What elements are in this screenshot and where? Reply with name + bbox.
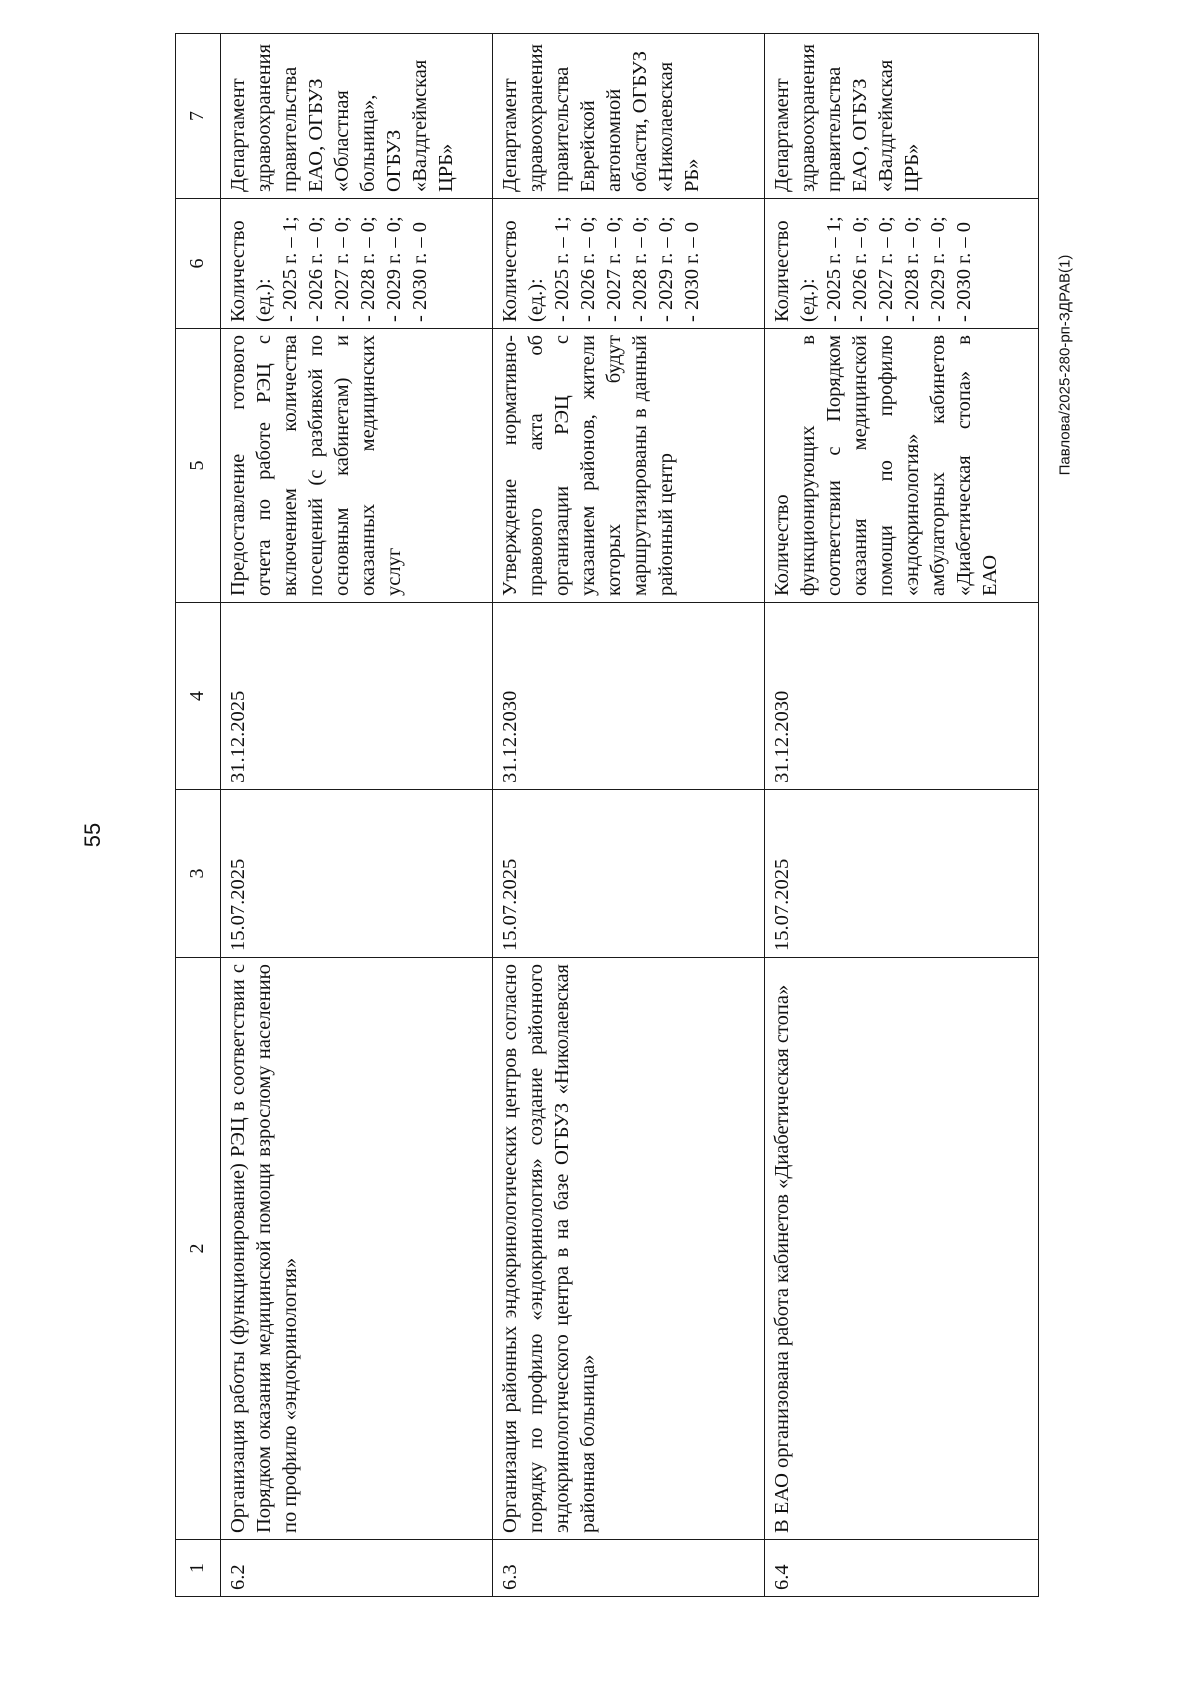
responsible-cell: Департамент здравоохранения правительства Еврейской автономной области, ОГБУЗ «Николаевская РБ» xyxy=(493,34,765,199)
responsible-cell: Департамент здравоохранения правительства ЕАО, ОГБУЗ «Областная больница», ОГБУЗ «Валдгеймская ЦРБ» xyxy=(221,34,493,199)
indicator-line: - 2027 г. – 0; xyxy=(875,216,898,322)
indicator-line: - 2027 г. – 0; xyxy=(331,216,354,322)
indicator-line: - 2030 г. – 0 xyxy=(681,221,704,322)
indicator-line: - 2028 г. – 0; xyxy=(629,216,652,322)
indicator-cell xyxy=(765,199,1039,329)
indicator-line: - 2030 г. – 0 xyxy=(409,221,432,322)
indicator-line: - 2029 г. – 0; xyxy=(927,216,950,322)
activity-cell: Организация работы (функционирование) РЭЦ в соответствии с Порядком оказания медицинской помощи взрослому населению по профилю «эндокринология» xyxy=(221,958,493,1540)
row-number: 6.3 xyxy=(493,1540,765,1597)
activity-cell: Организация районных эндокринологических центров согласно порядку по профилю «эндокринология» создание районного эндокринологического центра в на базе ОГБУЗ «Николаевская районная больница» xyxy=(493,958,765,1540)
table-row xyxy=(493,34,765,1597)
indicator-line: - 2025 г. – 1; xyxy=(823,216,846,322)
document-code: Павлова/2025-280-рп-ЗДРАВ(1) xyxy=(1056,254,1074,476)
column-header: 4 xyxy=(176,603,221,790)
indicator-line: - 2026 г. – 0; xyxy=(849,216,872,322)
column-header: 6 xyxy=(176,199,221,329)
indicator-line: - 2030 г. – 0 xyxy=(953,221,976,322)
page-number: 55 xyxy=(80,822,105,848)
result-cell: Предоставление готового отчета по работе РЭЦ с включением количества посещений (с разбивкой по основным кабинетам) и оказанных медицинских услуг xyxy=(221,329,493,603)
end-date-cell: 31.12.2030 xyxy=(493,603,765,790)
table-row xyxy=(765,34,1039,1597)
indicator-line: - 2028 г. – 0; xyxy=(901,216,924,322)
indicator-line: - 2026 г. – 0; xyxy=(305,216,328,322)
column-header: 5 xyxy=(176,329,221,603)
indicator-line: - 2028 г. – 0; xyxy=(357,216,380,322)
column-header: 7 xyxy=(176,34,221,199)
table-header-row xyxy=(176,34,221,1597)
end-date-cell: 31.12.2025 xyxy=(221,603,493,790)
indicator-line: Количество (ед.): xyxy=(499,220,548,322)
end-date-cell: 31.12.2030 xyxy=(765,603,1039,790)
table-row xyxy=(221,34,493,1597)
indicator-line: - 2027 г. – 0; xyxy=(603,216,626,322)
column-header: 1 xyxy=(176,1540,221,1597)
start-date-cell: 15.07.2025 xyxy=(765,790,1039,958)
indicator-line: - 2029 г. – 0; xyxy=(383,216,406,322)
plan-table xyxy=(175,33,1039,1597)
row-number: 6.4 xyxy=(765,1540,1039,1597)
indicator-line: Количество (ед.): xyxy=(227,220,276,322)
indicator-line: - 2025 г. – 1; xyxy=(551,216,574,322)
result-cell: Утверждение нормативно-правового акта об организации РЭЦ с указанием районов, жители которых будут маршрутизированы в данный районный центр xyxy=(493,329,765,603)
plan-table-container xyxy=(175,34,1033,1597)
indicator-line: - 2026 г. – 0; xyxy=(577,216,600,322)
row-number: 6.2 xyxy=(221,1540,493,1597)
column-header: 2 xyxy=(176,958,221,1540)
indicator-line: - 2029 г. – 0; xyxy=(655,216,678,322)
start-date-cell: 15.07.2025 xyxy=(221,790,493,958)
indicator-line: Количество (ед.): xyxy=(771,220,820,322)
column-header: 3 xyxy=(176,790,221,958)
start-date-cell: 15.07.2025 xyxy=(493,790,765,958)
indicator-line: - 2025 г. – 1; xyxy=(279,216,302,322)
responsible-cell: Департамент здравоохранения правительства ЕАО, ОГБУЗ «Валдгеймская ЦРБ» xyxy=(765,34,1039,199)
result-cell: Количество функционирующих в соответствии с Порядком оказания медицинской помощи по профилю «эндокринология» амбулаторных кабинетов «Диабетическая стопа» в ЕАО xyxy=(765,329,1039,603)
activity-cell: В ЕАО организована работа кабинетов «Диабетическая стопа» xyxy=(765,958,1039,1540)
indicator-cell xyxy=(493,199,765,329)
indicator-cell xyxy=(221,199,493,329)
